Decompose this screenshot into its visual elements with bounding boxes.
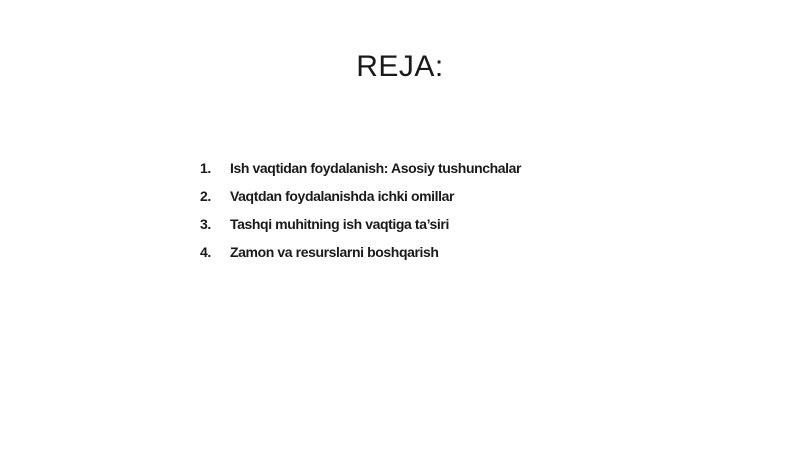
list-item [200,160,521,188]
list-item-text: Ish vaqtidan foydalanish: Asosiy tushunchalar [230,160,522,176]
list-item-number: 2. [200,188,211,204]
list-item-text: Vaqtdan foydalanishda ichki omillar [230,188,455,204]
list-item [200,244,521,272]
list-item-number: 1. [200,160,211,176]
list-item-text: Zamon va resurslarni boshqarish [230,244,439,260]
slide-title: REJA: [356,50,444,83]
list-item-number: 4. [200,244,211,260]
list-item [200,188,521,216]
plan-list [200,160,521,272]
list-item-number: 3. [200,216,211,232]
list-item-text: Tashqi muhitning ish vaqtiga ta’siri [230,216,449,232]
list-item [200,216,521,244]
